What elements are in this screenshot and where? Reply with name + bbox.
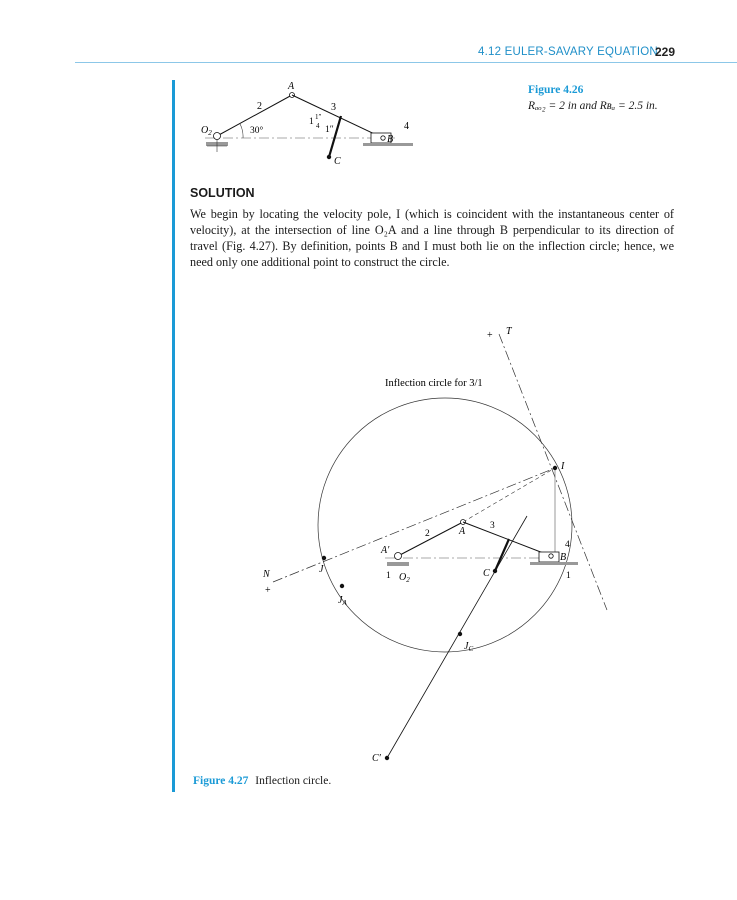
ground-o2 [387, 562, 409, 566]
label-t: T [506, 326, 512, 337]
label-link4: 4 [565, 540, 570, 550]
point-j [322, 556, 326, 560]
tangent-line [499, 334, 607, 610]
label-plus-top: + [487, 330, 493, 341]
label-a-prime: A′ [381, 545, 390, 556]
pin-o2 [395, 553, 402, 560]
link-2 [398, 522, 463, 556]
normal-line [273, 468, 555, 582]
label-link1-left: 1 [386, 571, 391, 581]
label-n: N [263, 569, 270, 580]
figure-4-26-text: Rₐₒ₂ = 2 in and Rʙₐ = 2.5 in. [528, 100, 658, 112]
page-number: 229 [655, 45, 676, 59]
figure-4-26 [195, 78, 425, 178]
label-link2: 2 [257, 101, 262, 112]
point-c [493, 569, 497, 573]
label-link1-right: 1 [566, 571, 571, 581]
figure-4-27-text: Inflection circle. [255, 775, 332, 787]
label-i: I [561, 461, 565, 472]
label-a: A [288, 81, 295, 92]
sidebar-rule [172, 80, 175, 792]
figure-4-27 [255, 320, 625, 770]
point-c-prime [385, 756, 389, 760]
label-a: A [459, 526, 466, 537]
point-ja [340, 584, 344, 588]
point-i [553, 466, 557, 470]
inflection-circle [318, 398, 572, 652]
line-c-cprime [387, 516, 527, 758]
label-link2: 2 [425, 529, 430, 539]
figure-4-26-label: Figure 4.26 [528, 84, 584, 96]
solution-heading: SOLUTION [190, 186, 255, 200]
header-rule [75, 62, 737, 63]
solution-paragraph: We begin by locating the velocity pole, I (which is coincident with the instantaneous center of velocity), at the intersection of line O₂A and a line through B perpendicular to its direction of travel (Fig. 4.27). By definition, points B and I must both lie on the inflection circle; hence, we need only one additional point to construct the circle. [190, 207, 674, 269]
bar-c [329, 116, 341, 157]
label-dim1-num: 1″ [315, 113, 322, 121]
point-c [327, 155, 331, 159]
label-dim1-den: 4 [316, 122, 320, 130]
section-title: 4.12 EULER-SAVARY EQUATION [478, 46, 658, 58]
label-dim2: 1″ [325, 125, 334, 135]
label-o2: $O_2$ [399, 572, 410, 584]
label-link4: 4 [404, 121, 409, 132]
label-plus-left: + [265, 585, 271, 596]
label-b: B [560, 552, 567, 563]
label-j: J [319, 564, 324, 575]
label-c-prime: C′ [372, 753, 381, 764]
pin-o2 [214, 133, 221, 140]
figure-4-27-caption [193, 775, 331, 787]
point-jc [458, 632, 462, 636]
label-ja: $J_A$ [338, 595, 347, 607]
label-link3: 3 [490, 521, 495, 531]
label-b: B [387, 134, 394, 145]
pin-b [381, 136, 385, 140]
label-jc: $J_C$ [464, 641, 474, 653]
pin-b [549, 554, 553, 558]
label-angle: 30° [250, 126, 264, 136]
label-circle: Inflection circle for 3/1 [385, 378, 483, 389]
figure-4-27-label: Figure 4.27 [193, 775, 249, 787]
label-c: C [483, 568, 490, 579]
line-ia [463, 468, 555, 522]
angle-arc [240, 124, 243, 138]
label-dim1: 1 [309, 117, 314, 127]
label-o2: $O_2$ [201, 125, 212, 137]
label-c: C [334, 156, 341, 167]
ground-b [530, 562, 578, 565]
figure-4-26-caption [528, 82, 658, 114]
label-link3: 3 [331, 102, 336, 113]
bar-c [495, 539, 509, 571]
